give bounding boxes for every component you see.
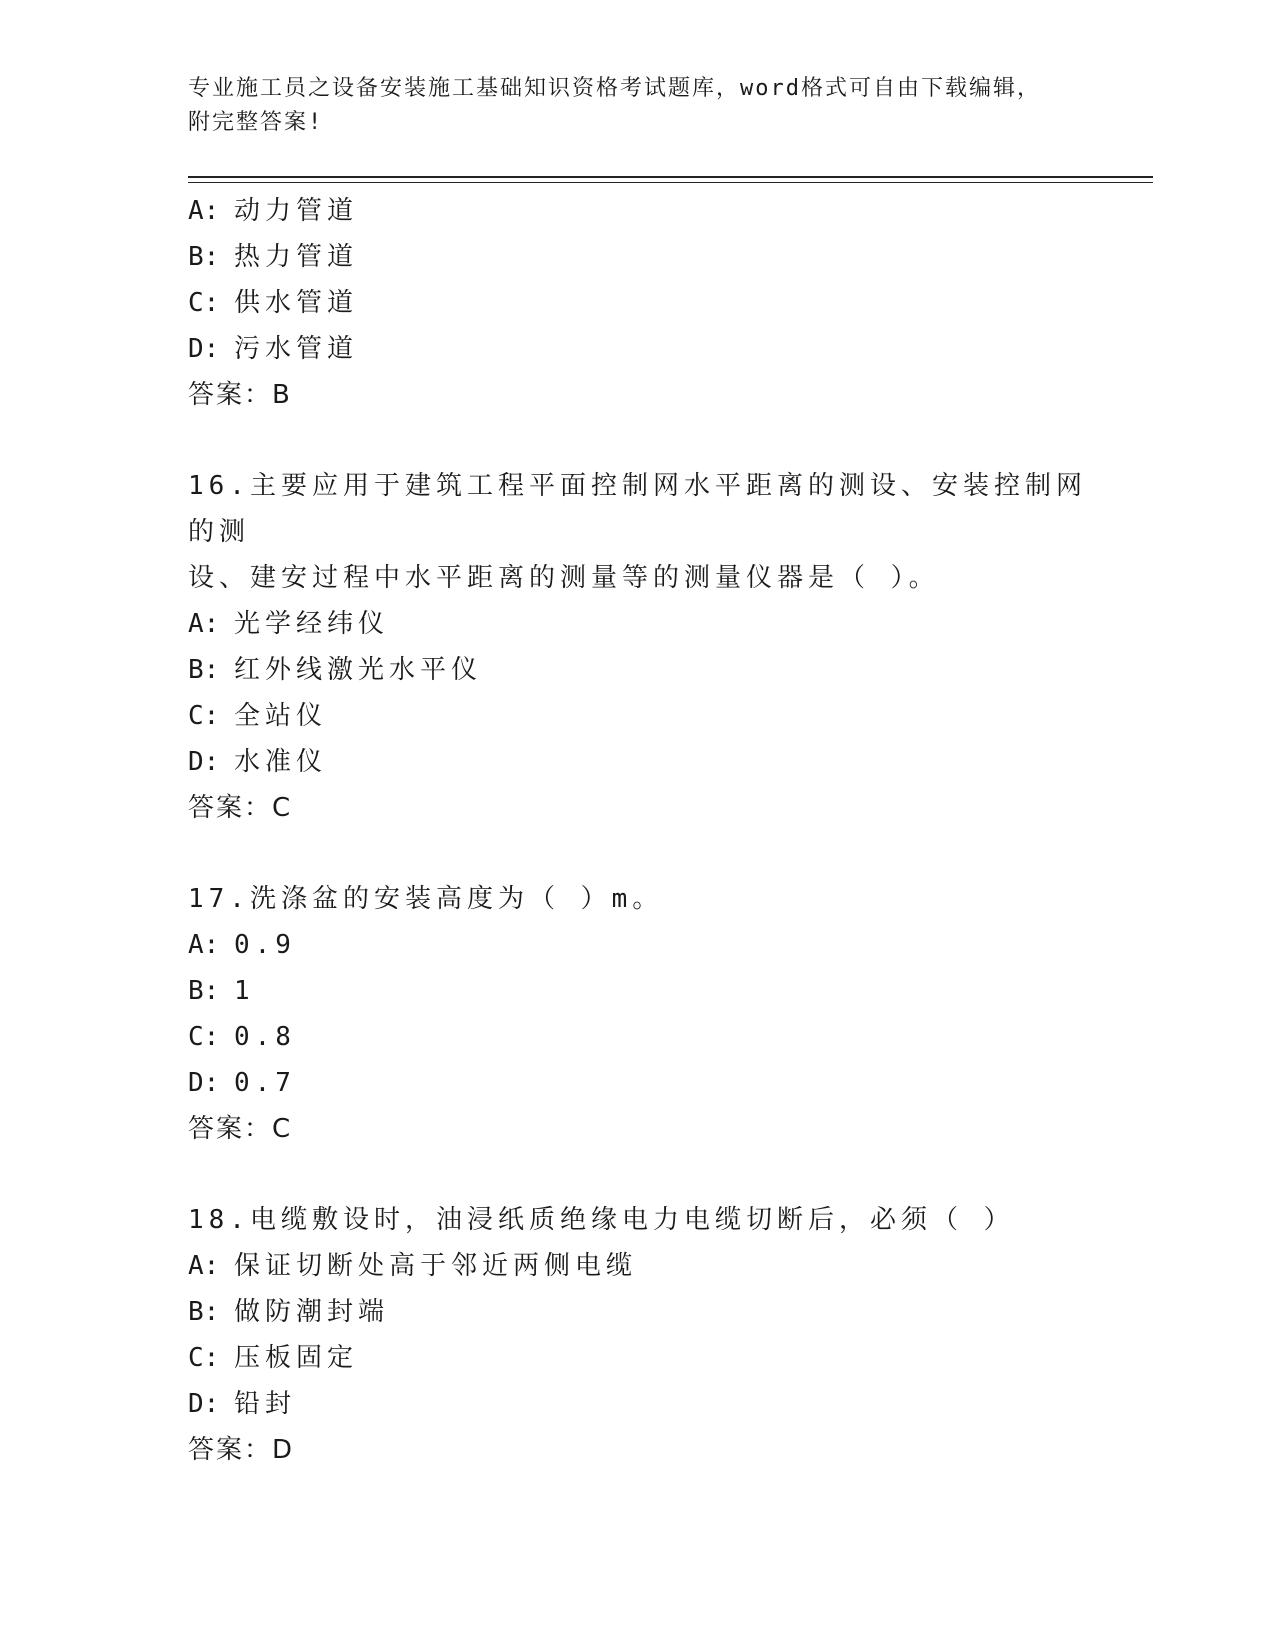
option-c xyxy=(188,280,1088,326)
option-d xyxy=(188,1381,1088,1427)
option-label: D: xyxy=(188,747,220,777)
option-text: 0.9 xyxy=(234,930,296,960)
question-16 xyxy=(188,463,1088,831)
option-text: 铅封 xyxy=(234,1389,297,1419)
option-label: A: xyxy=(188,1251,220,1281)
header-line-1: 专业施工员之设备安装施工基础知识资格考试题库，word格式可自由下载编辑， xyxy=(188,76,1041,101)
option-label: B: xyxy=(188,242,220,272)
option-a xyxy=(188,1243,1088,1289)
answer: 答案：C xyxy=(188,1114,293,1144)
option-text: 红外线激光水平仪 xyxy=(234,655,483,685)
document-header xyxy=(188,72,1068,140)
option-d xyxy=(188,1060,1088,1106)
option-label: C: xyxy=(188,1022,220,1052)
header-line-2: 附完整答案! xyxy=(188,110,324,135)
question-text: 18.电缆敷设时，油浸纸质绝缘电力电缆切断后，必须（ ） xyxy=(188,1205,1015,1235)
question-18 xyxy=(188,1197,1088,1473)
option-label: A: xyxy=(188,196,220,226)
option-text: 保证切断处高于邻近两侧电缆 xyxy=(234,1251,638,1281)
option-text: 热力管道 xyxy=(234,242,359,272)
option-text: 做防潮封端 xyxy=(234,1297,390,1327)
option-d xyxy=(188,326,1088,372)
option-label: A: xyxy=(188,930,220,960)
question-text-line-1: 16.主要应用于建筑工程平面控制网水平距离的测设、安装控制网的测 xyxy=(188,471,1087,547)
header-divider xyxy=(188,176,1153,178)
option-d xyxy=(188,739,1088,785)
option-label: B: xyxy=(188,655,220,685)
option-c xyxy=(188,1335,1088,1381)
option-text: 光学经纬仪 xyxy=(234,609,390,639)
option-label: C: xyxy=(188,701,220,731)
option-b xyxy=(188,968,1088,1014)
option-label: C: xyxy=(188,1343,220,1373)
option-b xyxy=(188,1289,1088,1335)
option-text: 压板固定 xyxy=(234,1343,359,1373)
option-a xyxy=(188,922,1088,968)
option-text: 污水管道 xyxy=(234,334,359,364)
question-15 xyxy=(188,188,1088,418)
option-label: B: xyxy=(188,1297,220,1327)
answer: 答案：D xyxy=(188,1435,295,1465)
option-label: A: xyxy=(188,609,220,639)
question-17 xyxy=(188,876,1088,1152)
option-label: D: xyxy=(188,334,220,364)
option-text: 1 xyxy=(234,976,255,1006)
option-b xyxy=(188,647,1088,693)
question-text xyxy=(188,463,1088,601)
option-text: 动力管道 xyxy=(234,196,359,226)
answer: 答案：B xyxy=(188,380,292,410)
header-divider-thin xyxy=(188,182,1153,183)
question-text-line-2: 设、建安过程中水平距离的测量等的测量仪器是（ ）。 xyxy=(188,563,940,593)
option-a xyxy=(188,188,1088,234)
answer: 答案：C xyxy=(188,793,293,823)
option-text: 全站仪 xyxy=(234,701,328,731)
option-c xyxy=(188,693,1088,739)
option-text: 供水管道 xyxy=(234,288,359,318)
option-text: 0.8 xyxy=(234,1022,296,1052)
option-text: 水准仪 xyxy=(234,747,328,777)
option-a xyxy=(188,601,1088,647)
option-c xyxy=(188,1014,1088,1060)
option-text: 0.7 xyxy=(234,1068,296,1098)
option-label: C: xyxy=(188,288,220,318)
question-list xyxy=(188,188,1088,1473)
option-label: B: xyxy=(188,976,220,1006)
option-label: D: xyxy=(188,1389,220,1419)
option-b xyxy=(188,234,1088,280)
question-text: 17.洗涤盆的安装高度为（ ）m。 xyxy=(188,884,664,914)
option-label: D: xyxy=(188,1068,220,1098)
